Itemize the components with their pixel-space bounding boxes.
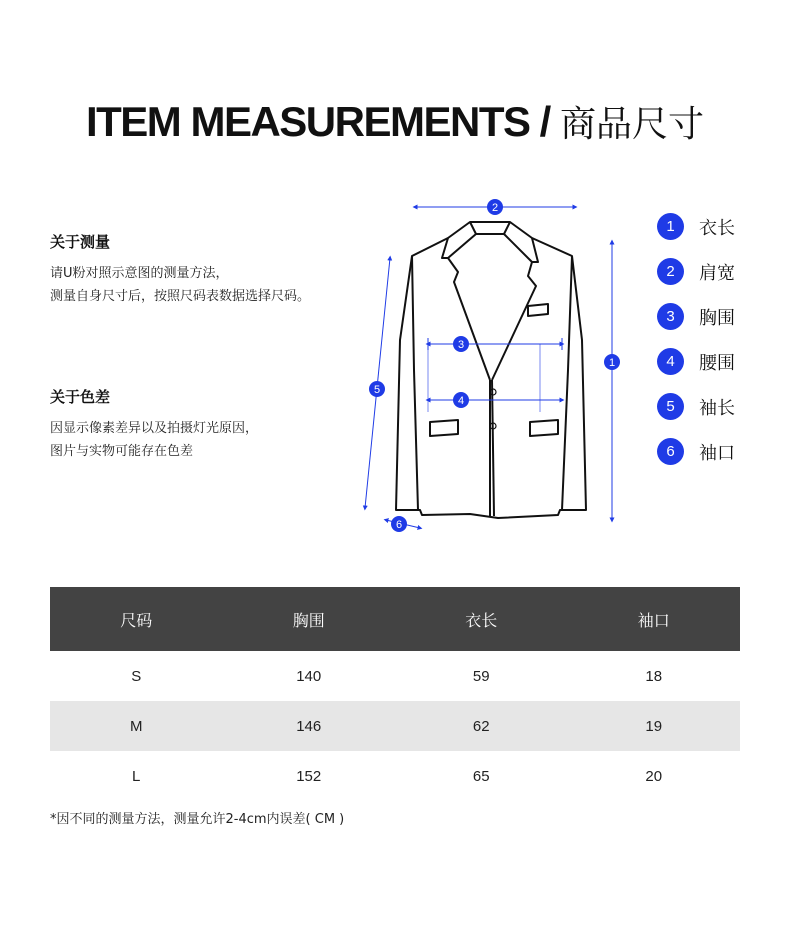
table-cell: S — [131, 667, 142, 685]
legend-item — [657, 384, 735, 429]
svg-text:1: 1 — [608, 357, 616, 369]
table-header-size: 尺码 — [50, 587, 222, 651]
legend-label: 腰围 — [699, 352, 735, 374]
table-header-cuff: 袖口 — [568, 587, 741, 651]
title-cn: 商品尺寸 — [560, 104, 705, 145]
measurement-lines — [365, 207, 612, 528]
svg-text:2: 2 — [491, 202, 499, 214]
marker-1 — [604, 354, 620, 370]
legend-label: 肩宽 — [699, 262, 735, 284]
table-cell: 19 — [568, 701, 741, 751]
table-row — [50, 651, 740, 701]
legend-item — [657, 294, 735, 339]
legend-number: 3 — [657, 303, 684, 330]
color-note-line: 图片与实物可能存在色差 — [50, 444, 194, 459]
table-cell: 62 — [395, 701, 567, 751]
svg-text:4: 4 — [457, 395, 465, 407]
title-en: ITEM MEASUREMENTS — [85, 98, 530, 145]
svg-text:5: 5 — [373, 384, 381, 396]
table-header-length: 衣长 — [395, 587, 567, 651]
marker-6 — [391, 516, 407, 532]
marker-2 — [487, 199, 503, 215]
legend-item — [657, 204, 735, 249]
marker-3 — [453, 336, 469, 352]
legend-item — [657, 339, 735, 384]
measurement-note-heading: 关于测量 — [50, 233, 111, 251]
measurement-legend — [657, 204, 735, 474]
legend-label: 衣长 — [699, 217, 735, 239]
title-separator: / — [529, 98, 560, 145]
table-header-row — [50, 587, 740, 651]
legend-label: 胸围 — [699, 307, 735, 329]
legend-number: 6 — [657, 438, 684, 465]
legend-number: 2 — [657, 258, 684, 285]
measurement-note-line: 测量自身尺寸后，按照尺码表数据选择尺码。 — [50, 289, 311, 304]
table-cell: 146 — [222, 701, 395, 751]
marker-5 — [369, 381, 385, 397]
table-cell: M — [50, 701, 222, 751]
table-row — [50, 751, 740, 801]
legend-number: 1 — [657, 213, 684, 240]
table-cell: 20 — [645, 767, 663, 785]
legend-item — [657, 429, 735, 474]
table-row — [50, 701, 740, 751]
table-header-chest: 胸围 — [222, 587, 395, 651]
table-cell: 65 — [472, 767, 490, 785]
jacket-outline — [396, 222, 586, 518]
table-cell: 152 — [296, 767, 322, 785]
table-cell: L — [132, 767, 141, 785]
jacket-diagram — [350, 190, 640, 549]
legend-label: 袖长 — [699, 397, 735, 419]
measurement-note-line: 请U粉对照示意图的测量方法， — [50, 266, 229, 281]
footnote: *因不同的测量方法，测量允许2-4cm内误差( CM ) — [50, 812, 345, 827]
legend-number: 4 — [657, 348, 684, 375]
svg-text:6: 6 — [395, 519, 403, 531]
legend-number: 5 — [657, 393, 684, 420]
color-note-line: 因显示像素差异以及拍摄灯光原因， — [50, 421, 259, 436]
legend-label: 袖口 — [699, 442, 735, 464]
table-cell: 140 — [296, 667, 322, 685]
legend-item — [657, 249, 735, 294]
marker-4 — [453, 392, 469, 408]
page-title — [0, 96, 790, 147]
size-table — [50, 587, 740, 801]
color-note-heading: 关于色差 — [50, 388, 111, 406]
table-cell: 59 — [472, 667, 490, 685]
svg-text:3: 3 — [457, 339, 465, 351]
measurement-note — [50, 231, 370, 308]
color-note — [50, 386, 370, 463]
table-cell: 18 — [645, 667, 663, 685]
jacket-illustration — [350, 190, 640, 545]
